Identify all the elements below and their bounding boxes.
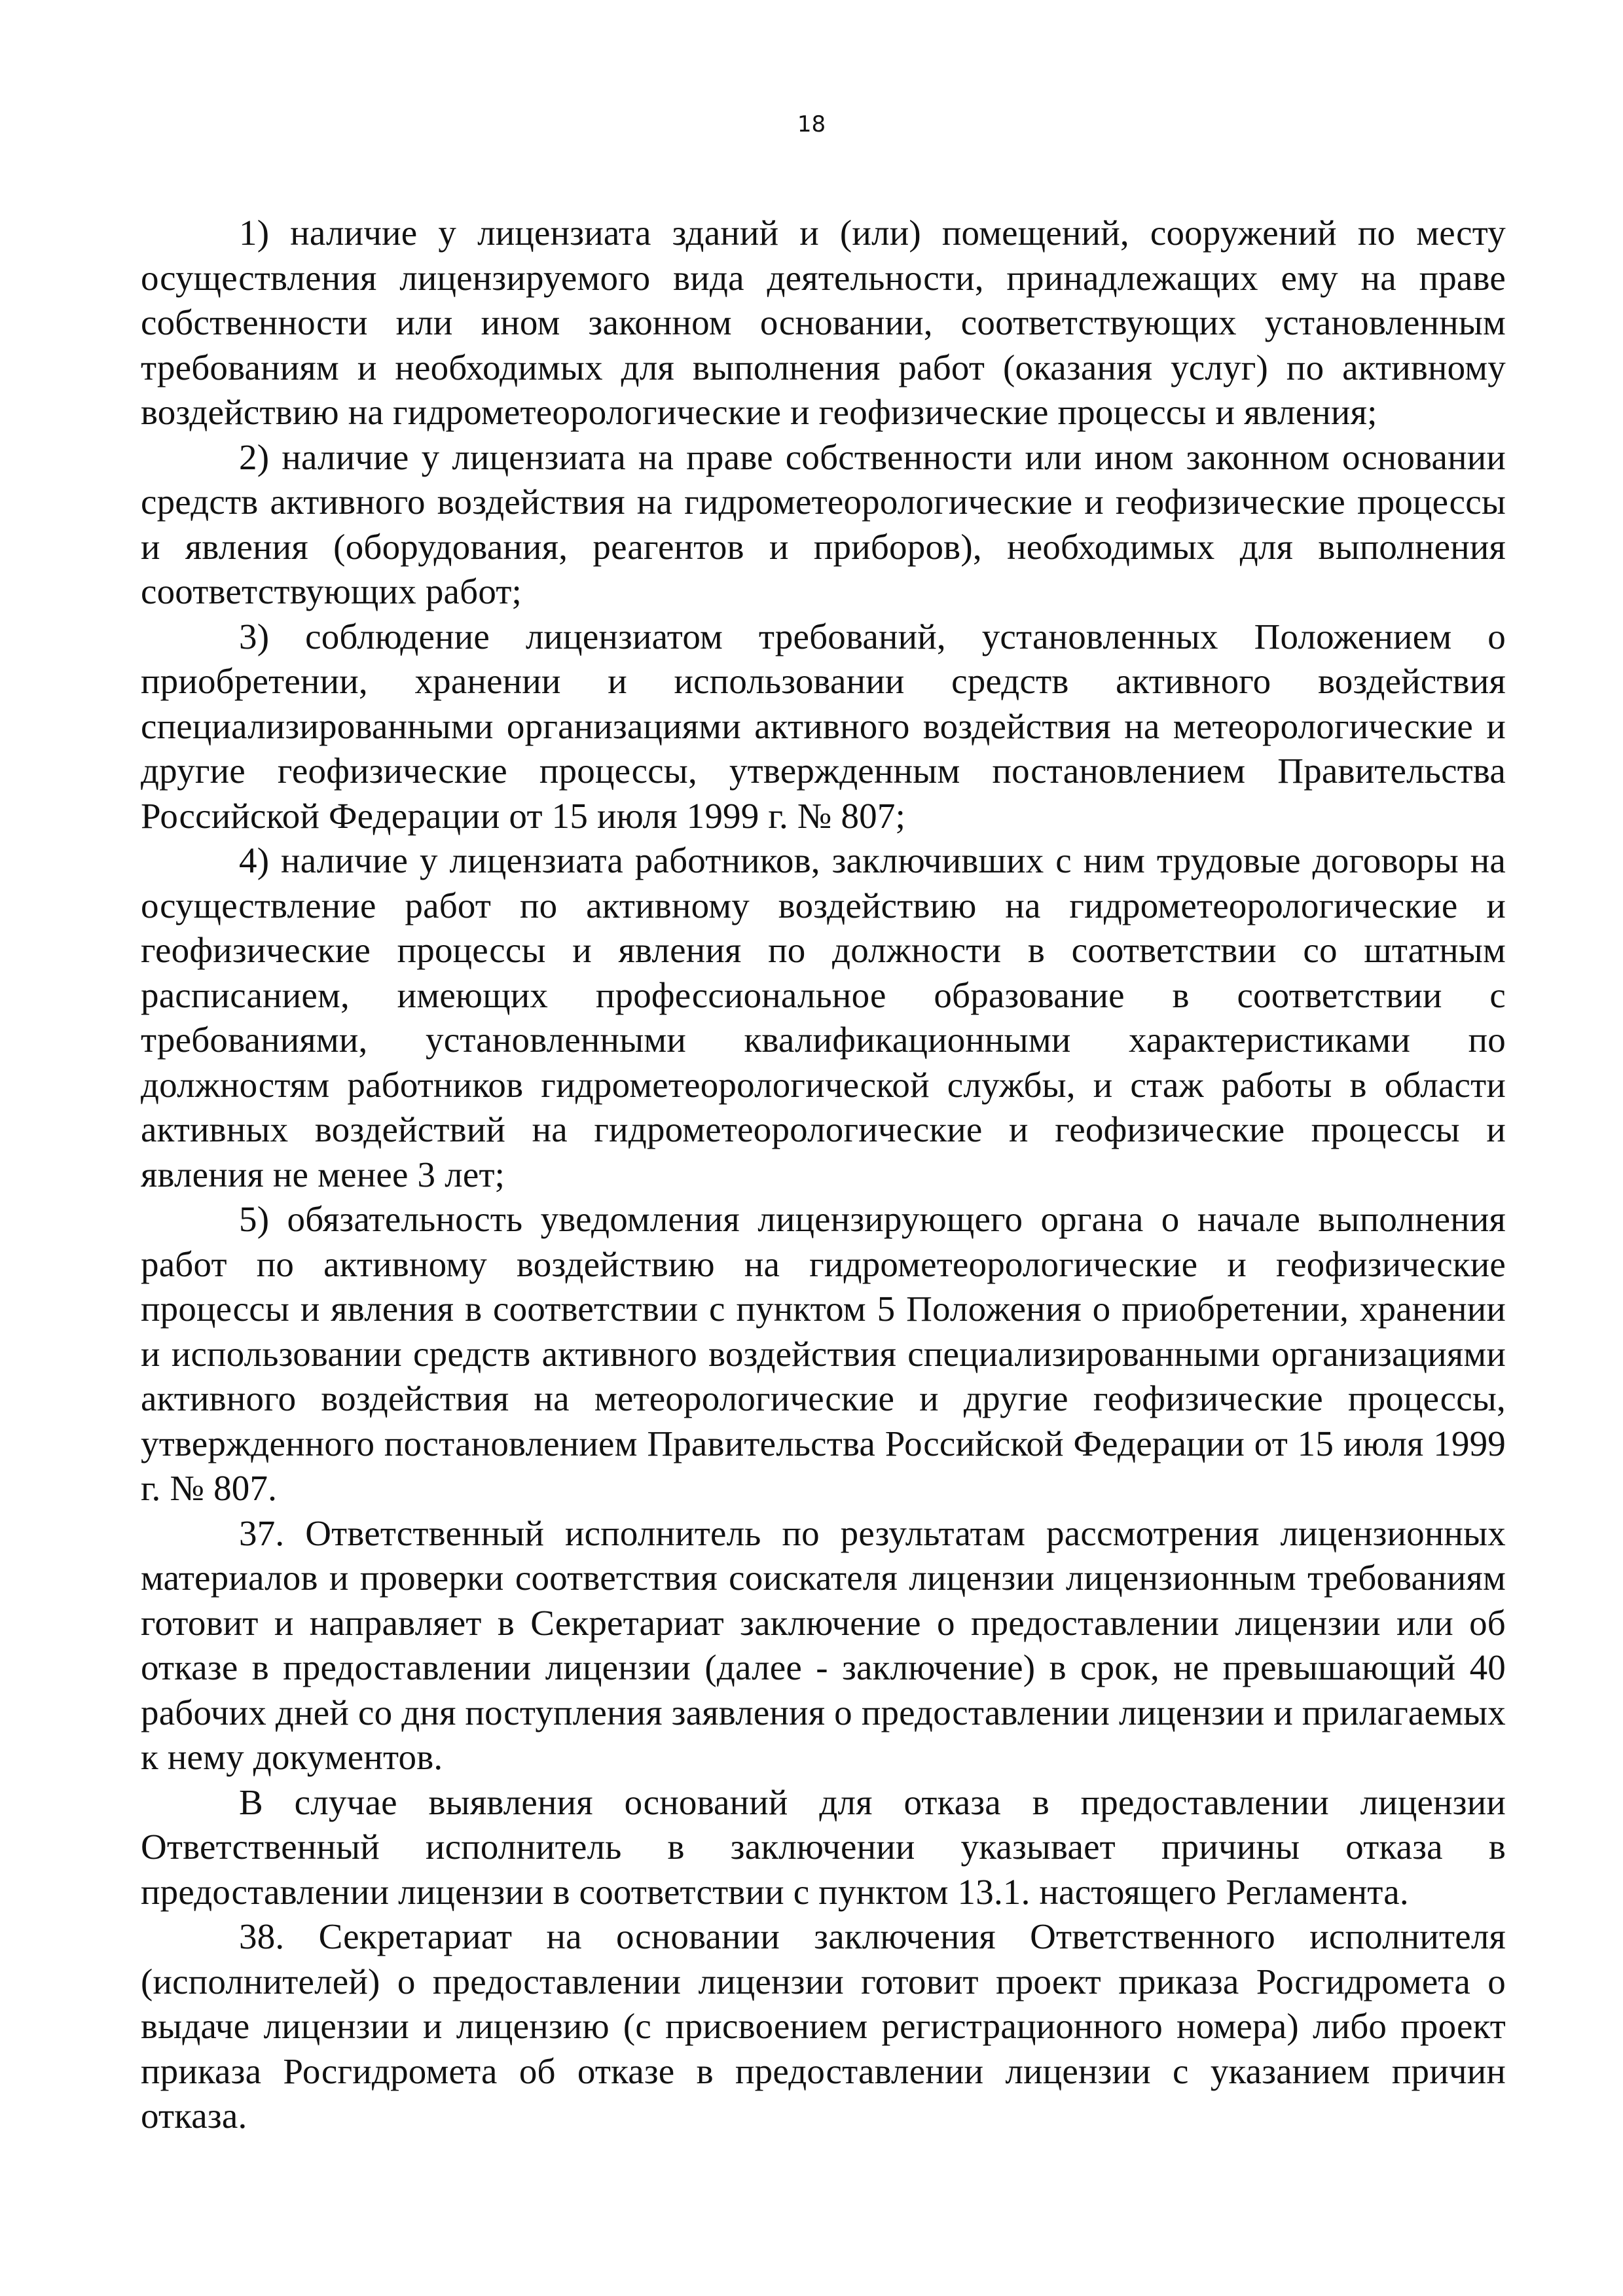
page-number: 18 [797, 111, 826, 137]
clause-37: 37. Ответственный исполнитель по результатам рассмотрения лицензионных материалов и проверки соответствия соискателя лицензии лицензионным требованиям готовит и направляет в Секретариат заключение о предоставлении лицензии или об отказе в предоставлении лицензии (далее - заключение) в срок, не превышающий 40 рабочих дней со дня поступления заявления о предоставлении лицензии и прилагаемых к нему документов. [141, 1513, 1506, 1777]
list-item-2: 2) наличие у лицензиата на праве собственности или ином законном основании средств активного воздействия на гидрометеорологические и геофизические процессы и явления (оборудования, реагентов и приборов), необходимых для выполнения соответствующих работ; [141, 437, 1506, 611]
list-item-4: 4) наличие у лицензиата работников, заключивших с ним трудовые договоры на осуществление работ по активному воздействию на гидрометеорологические и геофизические процессы и явления по должности в соответствии со штатным расписанием, имеющих профессиональное образование в соответствии с требованиями, установленными квалификационными характеристиками по должностям работников гидрометеорологической службы, и стаж работы в области активных воздействий на гидрометеорологические и геофизические процессы и явления не менее 3 лет; [141, 840, 1506, 1194]
document-body [141, 211, 1506, 2139]
list-item-3: 3) соблюдение лицензиатом требований, установленных Положением о приобретении, хранении и использовании средств активного воздействия специализированными организациями активного воздействия на метеорологические и другие геофизические процессы, утвержденным постановлением Правительства Российской Федерации от 15 июля 1999 г. № 807; [141, 616, 1506, 836]
list-item-1: 1) наличие у лицензиата зданий и (или) помещений, сооружений по месту осуществления лицензируемого вида деятельности, принадлежащих ему на праве собственности или ином законном основании, соответствующих установленным требованиям и необходимых для выполнения работ (оказания услуг) по активному воздействию на гидрометеорологические и геофизические процессы и явления; [141, 213, 1506, 432]
clause-37-refusal-note: В случае выявления оснований для отказа в предоставлении лицензии Ответственный исполнитель в заключении указывает причины отказа в предоставлении лицензии в соответствии с пунктом 13.1. настоящего Регламента. [141, 1782, 1506, 1912]
clause-38: 38. Секретариат на основании заключения Ответственного исполнителя (исполнителей) о предоставлении лицензии готовит проект приказа Росгидромета о выдаче лицензии и лицензию (с присвоением регистрационного номера) либо проект приказа Росгидромета об отказе в предоставлении лицензии с указанием причин отказа. [141, 1916, 1506, 2136]
list-item-5: 5) обязательность уведомления лицензирующего органа о начале выполнения работ по активному воздействию на гидрометеорологические и геофизические процессы и явления в соответствии с пунктом 5 Положения о приобретении, хранении и использовании средств активного воздействия специализированными организациями активного воздействия на метеорологические и другие геофизические процессы, утвержденного постановлением Правительства Российской Федерации от 15 июля 1999 г. № 807. [141, 1199, 1506, 1508]
